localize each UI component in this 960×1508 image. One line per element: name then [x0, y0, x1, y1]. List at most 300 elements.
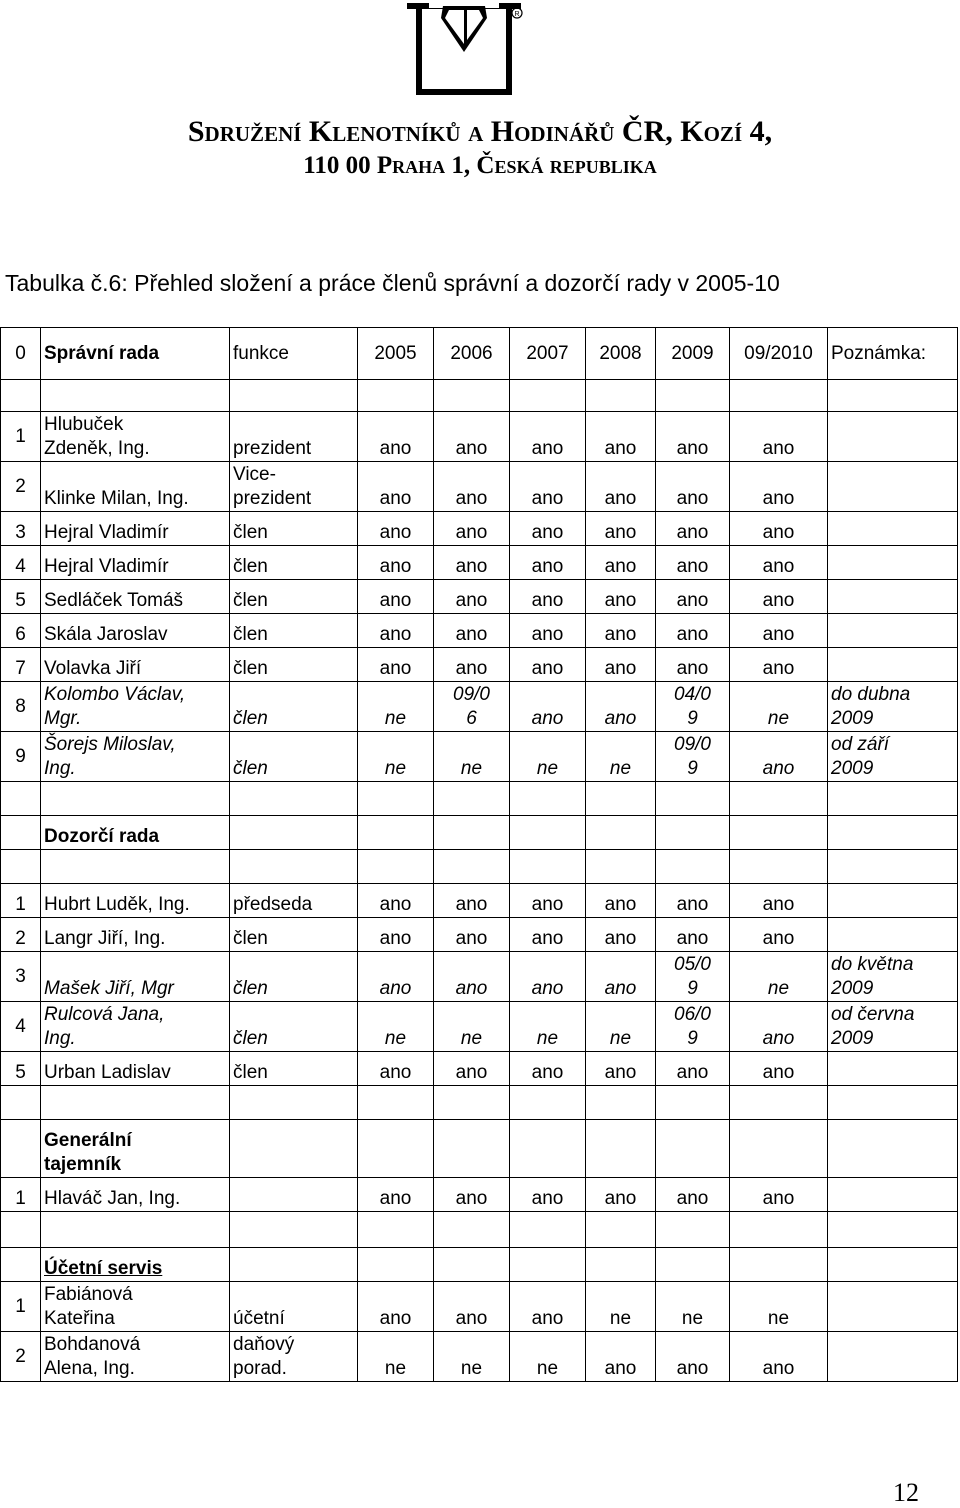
member-function	[230, 546, 358, 580]
year-value	[586, 1052, 656, 1086]
member-function-line: účetní	[233, 1308, 285, 1329]
row-number-line: 5	[15, 1062, 26, 1083]
empty-cell	[656, 1248, 730, 1282]
year-value	[656, 512, 730, 546]
member-name-line: Zdeněk, Ing.	[44, 438, 150, 459]
year-value-text: ano	[531, 488, 564, 509]
year-value	[586, 884, 656, 918]
member-function	[230, 512, 358, 546]
empty-cell	[510, 782, 586, 816]
year-value	[730, 512, 828, 546]
spacer-row	[1, 850, 958, 884]
year-value	[730, 918, 828, 952]
empty-cell	[358, 1086, 434, 1120]
empty-cell	[656, 782, 730, 816]
year-value	[434, 512, 510, 546]
empty-cell	[230, 1120, 358, 1178]
year-value-text: ne	[767, 1308, 790, 1329]
note	[828, 884, 958, 918]
empty-cell	[828, 850, 958, 884]
member-name-line: Rulcová Jana,	[44, 1004, 165, 1025]
note	[828, 1052, 958, 1086]
year-value	[656, 462, 730, 512]
table-row	[1, 1052, 958, 1086]
empty-cell	[41, 782, 230, 816]
note	[828, 614, 958, 648]
year-value-text: ne	[384, 1358, 407, 1379]
year-value-text: ano	[604, 928, 637, 949]
year-value-text: ano	[379, 522, 412, 543]
empty-cell	[41, 850, 230, 884]
empty-cell	[586, 1212, 656, 1248]
member-name-line: Langr Jiří, Ing.	[44, 928, 166, 949]
year-value-text: ano	[676, 1188, 709, 1209]
member-name	[41, 952, 230, 1002]
row-number-line: 1	[15, 1188, 26, 1209]
year-value-text: ano	[379, 438, 412, 459]
year-value	[434, 1052, 510, 1086]
year-value-text: ano	[676, 522, 709, 543]
table-row	[1, 512, 958, 546]
year-value-text: ano	[604, 556, 637, 577]
year-value	[510, 1002, 586, 1052]
empty-cell	[434, 850, 510, 884]
page-number: 12	[893, 1478, 919, 1507]
empty-cell	[828, 1248, 958, 1282]
year-value-text: ano	[455, 624, 488, 645]
year-value	[358, 952, 434, 1002]
column-header-line: 2006	[450, 342, 493, 364]
organization-address: 110 00 Praha 1, Česká republika	[303, 152, 657, 179]
note	[828, 1332, 958, 1382]
year-value-text: ano	[531, 590, 564, 611]
year-value-text: ano	[676, 590, 709, 611]
empty-cell	[434, 1120, 510, 1178]
organization-name: Sdružení Klenotníků a Hodinářů ČR, Kozí 4,	[187, 115, 773, 148]
table-row	[1, 1002, 958, 1052]
empty-cell	[434, 1086, 510, 1120]
member-function	[230, 648, 358, 682]
note	[828, 512, 958, 546]
empty-cell	[586, 1086, 656, 1120]
member-name	[41, 462, 230, 512]
member-name-line: Volavka Jiří	[44, 658, 142, 679]
row-number	[1, 918, 41, 952]
column-header	[730, 328, 828, 380]
member-name-line: Kateřina	[44, 1308, 115, 1329]
year-value	[586, 682, 656, 732]
member-name	[41, 918, 230, 952]
row-number	[1, 1002, 41, 1052]
year-value	[656, 1332, 730, 1382]
year-value	[510, 512, 586, 546]
column-header-line: Správní rada	[44, 342, 160, 364]
row-number	[1, 614, 41, 648]
member-function	[230, 1178, 358, 1212]
year-value	[730, 1282, 828, 1332]
member-name-line: Hejral Vladimír	[44, 522, 169, 543]
year-value	[586, 1282, 656, 1332]
member-name-line: Hlaváč Jan, Ing.	[44, 1188, 181, 1209]
row-number-line: 3	[15, 965, 26, 987]
empty-cell	[1, 816, 41, 850]
year-value	[358, 682, 434, 732]
member-function	[230, 1002, 358, 1052]
year-value	[510, 546, 586, 580]
empty-cell	[828, 1120, 958, 1178]
year-value-text: ano	[762, 590, 795, 611]
note-line: 2009	[831, 1028, 874, 1049]
year-value-text: ano	[676, 928, 709, 949]
member-function	[230, 952, 358, 1002]
section-title-line: Dozorčí rada	[44, 826, 160, 847]
section-title-row	[1, 1120, 958, 1178]
member-name	[41, 512, 230, 546]
year-value	[434, 884, 510, 918]
year-value	[586, 546, 656, 580]
empty-cell	[358, 1212, 434, 1248]
empty-cell	[1, 850, 41, 884]
column-header-line: 09/2010	[744, 342, 813, 364]
year-value-text: ne	[460, 758, 483, 779]
empty-cell	[358, 782, 434, 816]
member-function-line: člen	[233, 928, 268, 949]
year-value-text: ano	[379, 624, 412, 645]
section-title-row	[1, 1248, 958, 1282]
member-function	[230, 614, 358, 648]
table-row	[1, 462, 958, 512]
empty-cell	[586, 1248, 656, 1282]
empty-cell	[828, 782, 958, 816]
year-value	[358, 884, 434, 918]
note	[828, 952, 958, 1002]
member-function-line: porad.	[233, 1358, 287, 1379]
year-value-text: ano	[762, 624, 795, 645]
column-header-line: 2009	[671, 342, 714, 364]
year-value-text: ne	[460, 1028, 483, 1049]
year-value	[586, 512, 656, 546]
empty-cell	[358, 1120, 434, 1178]
empty-cell	[358, 1248, 434, 1282]
year-value	[510, 462, 586, 512]
year-value-text: 06/0 9	[674, 1004, 711, 1049]
empty-cell	[730, 1086, 828, 1120]
year-value-text: ano	[531, 1188, 564, 1209]
empty-cell	[828, 380, 958, 412]
year-value-text: ano	[531, 708, 564, 729]
member-name-line: Klinke Milan, Ing.	[44, 488, 189, 509]
year-value	[358, 512, 434, 546]
year-value	[730, 884, 828, 918]
table-row	[1, 412, 958, 462]
year-value	[510, 614, 586, 648]
year-value	[730, 952, 828, 1002]
empty-cell	[586, 850, 656, 884]
note	[828, 1002, 958, 1052]
year-value-text: ano	[604, 1188, 637, 1209]
empty-cell	[510, 1248, 586, 1282]
year-value	[510, 580, 586, 614]
association-logo	[405, 0, 525, 95]
table-caption: Tabulka č.6: Přehled složení a práce členů správní a dozorčí rady v 2005-10	[5, 270, 780, 296]
year-value	[434, 1002, 510, 1052]
table-row	[1, 614, 958, 648]
table-row	[1, 1332, 958, 1382]
year-value-text: ano	[455, 894, 488, 915]
year-value	[730, 1332, 828, 1382]
year-value	[586, 1002, 656, 1052]
table-row	[1, 918, 958, 952]
year-value-text: ano	[676, 438, 709, 459]
year-value	[358, 1002, 434, 1052]
member-name-line: Ing.	[44, 758, 76, 779]
empty-cell	[41, 380, 230, 412]
empty-cell	[656, 850, 730, 884]
member-name-line: Kolombo Václav,	[44, 684, 186, 705]
year-value	[730, 1052, 828, 1086]
year-value	[358, 1282, 434, 1332]
empty-cell	[510, 1086, 586, 1120]
spacer-row	[1, 380, 958, 412]
year-value-text: ano	[676, 488, 709, 509]
row-number-line: 4	[15, 556, 26, 577]
empty-cell	[1, 1086, 41, 1120]
member-name	[41, 412, 230, 462]
year-value-text: 05/0 9	[674, 954, 711, 999]
year-value-text: ano	[531, 978, 564, 999]
row-number-line: 9	[15, 745, 26, 767]
note	[828, 1282, 958, 1332]
row-number-line: 6	[15, 624, 26, 645]
year-value	[358, 462, 434, 512]
column-header-line: 0	[15, 342, 26, 364]
empty-cell	[510, 816, 586, 850]
member-name-line: Urban Ladislav	[44, 1062, 171, 1083]
note-line: 2009	[831, 758, 874, 779]
column-header-line: 2005	[374, 342, 417, 364]
year-value	[730, 1178, 828, 1212]
member-function-line: Vice-	[233, 464, 276, 485]
member-name-line: Ing.	[44, 1028, 76, 1049]
empty-cell	[1, 782, 41, 816]
year-value-text: ano	[604, 488, 637, 509]
note-line: od června	[831, 1004, 915, 1025]
year-value-text: ano	[531, 522, 564, 543]
empty-cell	[41, 1086, 230, 1120]
empty-cell	[828, 816, 958, 850]
year-value	[510, 918, 586, 952]
year-value-text: ano	[762, 438, 795, 459]
year-value-text: ano	[455, 658, 488, 679]
column-header-line: Poznámka:	[831, 342, 927, 364]
member-name	[41, 614, 230, 648]
year-value-text: ano	[762, 522, 795, 543]
note	[828, 1178, 958, 1212]
empty-cell	[656, 1212, 730, 1248]
year-value-text: ano	[379, 1308, 412, 1329]
empty-cell	[730, 816, 828, 850]
year-value	[656, 546, 730, 580]
empty-cell	[230, 816, 358, 850]
section-title-line: tajemník	[44, 1154, 122, 1175]
year-value-text: ano	[379, 978, 412, 999]
year-value-text: 04/0 9	[674, 684, 711, 729]
year-value	[656, 952, 730, 1002]
year-value-text: ano	[604, 978, 637, 999]
table-row	[1, 580, 958, 614]
year-value-text: ano	[531, 624, 564, 645]
row-number	[1, 1332, 41, 1382]
year-value-text: ano	[379, 658, 412, 679]
empty-cell	[230, 782, 358, 816]
row-number	[1, 682, 41, 732]
year-value-text: 09/0 6	[453, 684, 490, 729]
empty-cell	[358, 816, 434, 850]
table-row	[1, 952, 958, 1002]
year-value-text: ano	[455, 438, 488, 459]
table-row	[1, 884, 958, 918]
year-value	[730, 648, 828, 682]
year-value-text: ano	[379, 556, 412, 577]
empty-cell	[1, 1212, 41, 1248]
member-function-line: prezident	[233, 438, 312, 459]
member-name	[41, 1332, 230, 1382]
table-row	[1, 732, 958, 782]
year-value-text: ano	[455, 556, 488, 577]
year-value	[510, 884, 586, 918]
year-value	[434, 1332, 510, 1382]
year-value-text: ano	[379, 1188, 412, 1209]
member-function-line: daňový	[233, 1334, 295, 1355]
column-header-line: 2008	[599, 342, 642, 364]
member-name	[41, 682, 230, 732]
year-value	[656, 1178, 730, 1212]
empty-cell	[730, 1212, 828, 1248]
note	[828, 918, 958, 952]
year-value	[656, 1052, 730, 1086]
row-number	[1, 1052, 41, 1086]
year-value-text: ano	[762, 556, 795, 577]
empty-cell	[434, 1248, 510, 1282]
year-value-text: ano	[762, 488, 795, 509]
row-number	[1, 648, 41, 682]
member-function-line: předseda	[233, 894, 313, 915]
year-value-text: ne	[536, 1358, 559, 1379]
member-function	[230, 1282, 358, 1332]
empty-cell	[434, 380, 510, 412]
year-value	[586, 952, 656, 1002]
year-value	[434, 1178, 510, 1212]
member-function	[230, 1052, 358, 1086]
member-name	[41, 1002, 230, 1052]
empty-cell	[828, 1086, 958, 1120]
year-value	[510, 682, 586, 732]
empty-cell	[41, 1212, 230, 1248]
year-value-text: ne	[767, 708, 790, 729]
member-name	[41, 732, 230, 782]
empty-cell	[586, 1120, 656, 1178]
year-value	[358, 412, 434, 462]
year-value-text: ano	[379, 894, 412, 915]
member-name	[41, 1282, 230, 1332]
member-function	[230, 918, 358, 952]
note	[828, 412, 958, 462]
empty-cell	[510, 850, 586, 884]
member-name-line: Šorejs Miloslav,	[44, 734, 176, 755]
year-value-text: ano	[455, 1308, 488, 1329]
empty-cell	[510, 1212, 586, 1248]
note	[828, 732, 958, 782]
table-row	[1, 546, 958, 580]
member-name-line: Hejral Vladimír	[44, 556, 169, 577]
year-value	[656, 682, 730, 732]
empty-cell	[656, 380, 730, 412]
year-value	[586, 614, 656, 648]
year-value-text: ne	[536, 1028, 559, 1049]
section-title-row	[1, 816, 958, 850]
empty-cell	[510, 1120, 586, 1178]
table-row	[1, 1282, 958, 1332]
empty-cell	[230, 1212, 358, 1248]
column-header	[358, 328, 434, 380]
header-row	[1, 328, 958, 380]
year-value-text: 09/0 9	[674, 734, 711, 779]
year-value-text: ano	[455, 978, 488, 999]
empty-cell	[730, 380, 828, 412]
member-name	[41, 1178, 230, 1212]
empty-cell	[586, 816, 656, 850]
row-number-line: 8	[15, 695, 26, 717]
row-number	[1, 580, 41, 614]
member-function-line: člen	[233, 708, 268, 729]
year-value	[730, 546, 828, 580]
member-name-line: Alena, Ing.	[44, 1358, 135, 1379]
row-number	[1, 1282, 41, 1332]
empty-cell	[434, 1212, 510, 1248]
member-function-line: člen	[233, 1062, 268, 1083]
row-number-line: 2	[15, 475, 26, 497]
member-function	[230, 412, 358, 462]
year-value	[434, 462, 510, 512]
row-number-line: 1	[15, 425, 26, 447]
note	[828, 682, 958, 732]
year-value	[510, 1052, 586, 1086]
row-number-line: 1	[15, 1295, 26, 1317]
spacer-row	[1, 782, 958, 816]
year-value-text: ano	[531, 928, 564, 949]
year-value	[730, 732, 828, 782]
table-row	[1, 1178, 958, 1212]
year-value-text: ano	[604, 708, 637, 729]
empty-cell	[358, 380, 434, 412]
column-header	[41, 328, 230, 380]
year-value	[586, 1332, 656, 1382]
row-number-line: 2	[15, 928, 26, 949]
column-header	[1, 328, 41, 380]
year-value	[510, 952, 586, 1002]
member-name-line: Sedláček Tomáš	[44, 590, 184, 611]
empty-cell	[730, 1120, 828, 1178]
member-name-line: Mašek Jiří, Mgr	[44, 978, 174, 999]
year-value	[656, 614, 730, 648]
row-number	[1, 732, 41, 782]
year-value-text: ano	[455, 522, 488, 543]
member-name	[41, 1052, 230, 1086]
empty-cell	[434, 782, 510, 816]
column-header	[230, 328, 358, 380]
member-function-line: člen	[233, 556, 268, 577]
year-value	[434, 952, 510, 1002]
